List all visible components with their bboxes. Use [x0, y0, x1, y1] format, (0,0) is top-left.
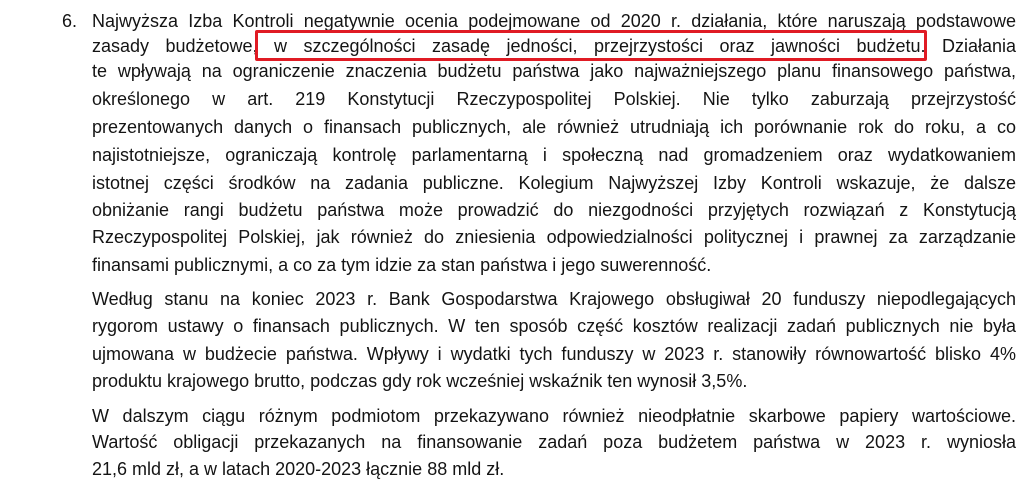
text-line: ujmowana w budżecie państwa. Wpływy i wydatki tych funduszy w 2023 r. stanowiły równowartość blisko 4% [92, 344, 1016, 364]
text-line: Rzeczypospolitej Polskiej, jak również do zniesienia odpowiedzialności politycznej i prawnej za zarządzanie [92, 227, 1016, 247]
text-line: zasady budżetowe, w szczególności zasadę jedności, przejrzystości oraz jawności budżetu. Działania [92, 36, 1016, 56]
text-line-last: finansami publicznymi, a co za tym idzie za stan państwa i jego suwerenność. [92, 255, 712, 275]
paragraph-number: 6. [62, 11, 78, 31]
text-line: rygorom ustawy o finansach publicznych. W ten sposób część kosztów realizacji zadań publicznych nie była [92, 316, 1016, 336]
text-line: Najwyższa Izba Kontroli negatywnie ocenia podejmowane od 2020 r. działania, które naruszają podstawowe [92, 11, 1016, 31]
text-line-last: 21,6 mld zł, a w latach 2020-2023 łącznie 88 mld zł. [92, 459, 505, 479]
text-line: Według stanu na koniec 2023 r. Bank Gospodarstwa Krajowego obsługiwał 20 funduszy niepodlegających [92, 289, 1016, 309]
text-line: najistotniejsze, ograniczają kontrolę parlamentarną i społeczną nad gromadzeniem oraz wydatkowaniem [92, 145, 1016, 165]
text-line-last: produktu krajowego brutto, podczas gdy rok wcześniej wskaźnik ten wynosił 3,5%. [92, 371, 748, 391]
text-line: obniżanie rangi budżetu państwa może prowadzić do niezgodności przyjętych rozwiązań z Konstytucją [92, 200, 1016, 220]
text-line: te wpływają na ograniczenie znaczenia budżetu państwa jako najważniejszego planu finansowego państwa, [92, 61, 1016, 81]
highlight-box [255, 30, 927, 61]
text-line: istotnej części środków na zadania publiczne. Kolegium Najwyższej Izby Kontroli wskazuje, że dalsze [92, 173, 1016, 193]
text-line: określonego w art. 219 Konstytucji Rzeczypospolitej Polskiej. Nie tylko zaburzają przejrzystość [92, 89, 1016, 109]
text-line: prezentowanych danych o finansach publicznych, ale również utrudniają ich porównanie rok do roku, a co [92, 117, 1016, 137]
text-line: W dalszym ciągu różnym podmiotom przekazywano również nieodpłatnie skarbowe papiery wartościowe. [92, 406, 1016, 426]
text-line: Wartość obligacji przekazanych na finansowanie zadań poza budżetem państwa w 2023 r. wyniosła [92, 432, 1016, 452]
